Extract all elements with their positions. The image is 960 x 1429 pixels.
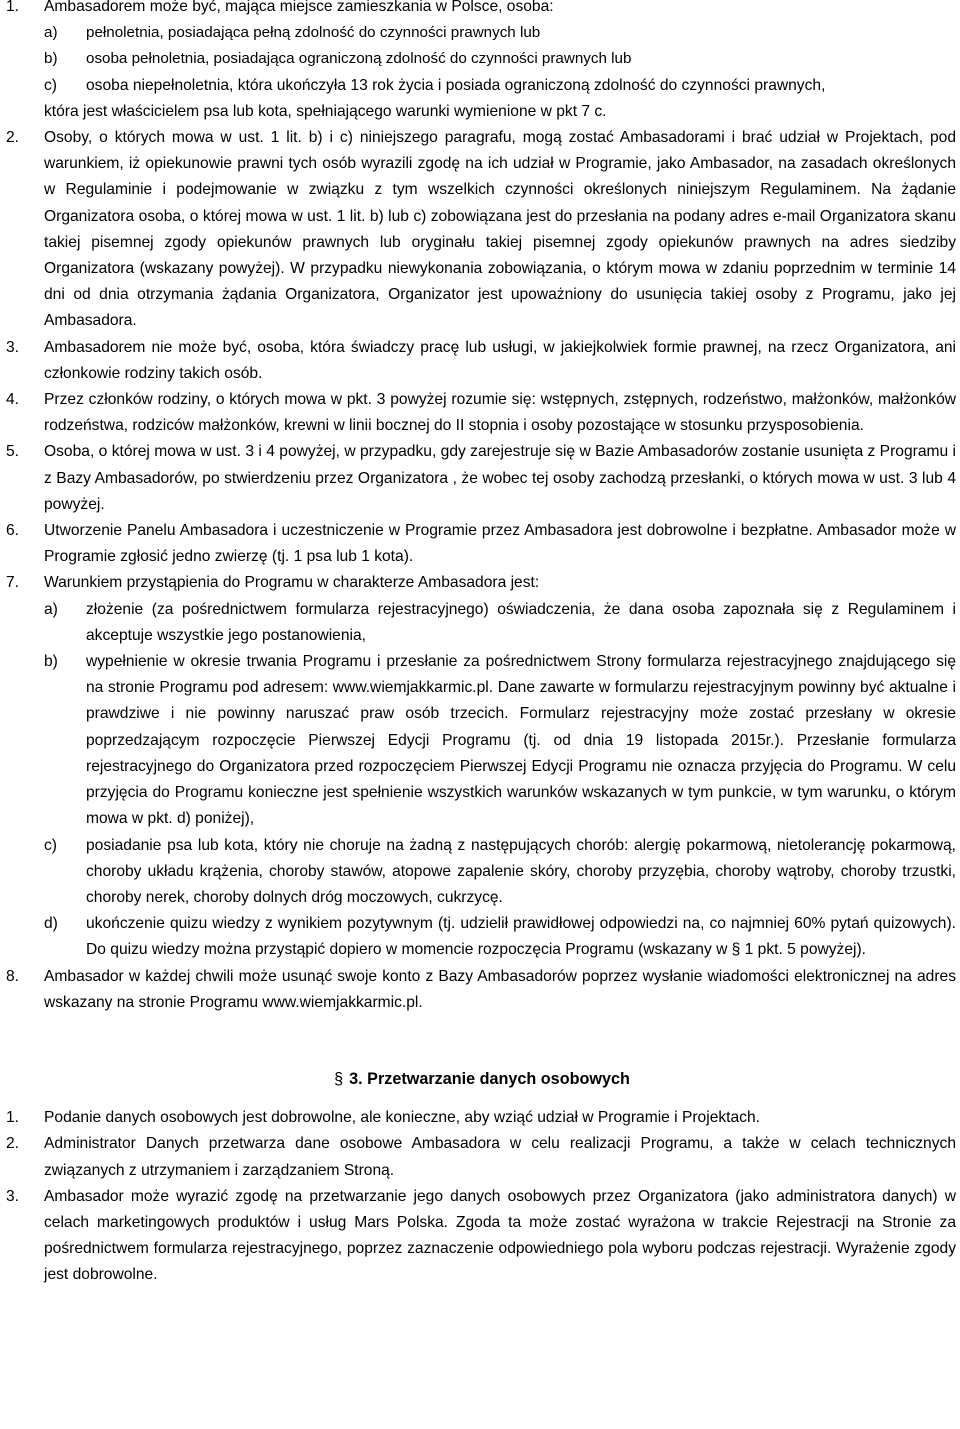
sub-item-c bbox=[44, 833, 956, 912]
sub-item-b bbox=[44, 649, 956, 832]
item-text: Ambasadorem nie może być, osoba, która świadczy pracę lub usługi, w jakiejkolwiek formie prawnej, na rzecz Organizatora, ani członkowie rodziny takich osób. bbox=[44, 338, 956, 382]
sub-item-letter: c) bbox=[44, 76, 57, 94]
list-item-8 bbox=[0, 964, 960, 1016]
sub-item-letter: c) bbox=[44, 836, 57, 854]
list-item-1 bbox=[0, 0, 960, 125]
item-text: Administrator Danych przetwarza dane osobowe Ambasadora w celu realizacji Programu, a także w celach technicznych związanych z utrzymaniem i zarządzaniem Stroną. bbox=[44, 1135, 956, 1179]
sub-item-c bbox=[44, 73, 956, 99]
list-item-3 bbox=[0, 335, 960, 387]
list-item-4 bbox=[0, 387, 960, 439]
section3-item-1 bbox=[0, 1105, 960, 1131]
item-number: 8. bbox=[6, 967, 20, 985]
sub-item-letter: b) bbox=[44, 50, 58, 68]
item-text: Ambasador może wyrazić zgodę na przetwarzanie jego danych osobowych przez Organizatora (jako administratora danych) w celach marketingowych produktów i usług Mars Polska. Zgoda ta może zostać wyrażona w trakcie Rejestracji na Stronie za pośrednictwem formularza rejestracyjnego, poprzez zaznaczenie odpowiedniego pola wyboru podczas rejestracji. Wyrażenie zgody jest dobrowolne. bbox=[44, 1187, 956, 1284]
item-number: 2. bbox=[6, 129, 20, 147]
item-number: 3. bbox=[6, 338, 20, 356]
item-text: Osoba, o której mowa w ust. 3 i 4 powyżej, w przypadku, gdy zarejestruje się w Bazie Ambasadorów zostanie usunięta z Programu i z Bazy Ambasadorów, po stwierdzeniu przez Organizatora , że wobec tej osoby zachodzą przesłanki, o których mowa w ust. 3 lub 4 powyżej. bbox=[44, 443, 956, 513]
item-text: Warunkiem przystąpienia do Programu w charakterze Ambasadora jest: bbox=[44, 574, 540, 592]
sub-item-letter: b) bbox=[44, 653, 58, 671]
item-number: 1. bbox=[6, 0, 20, 15]
sub-item-letter: a) bbox=[44, 600, 58, 618]
item-number: 1. bbox=[6, 1109, 20, 1127]
section-title: 3. Przetwarzanie danych osobowych bbox=[349, 1069, 630, 1088]
sub-item-text: wypełnienie w okresie trwania Programu i przesłanie za pośrednictwem Strony formularza rejestracyjnego znajdującego się na stronie Programu pod adresem: www.wiemjakkarmic.pl. Dane zawarte w formularzu rejestracyjnym powinny być aktualne i prawdziwe i nie powinny naruszać praw osób trzecich. Formularz rejestracyjny może zostać przesłany w okresie poprzedzającym rozpoczęcie Pierwszej Edycji Programu (tj. od dnia 19 listopada 2015r.). Przesłanie formularza rejestracyjnego do Organizatora przed rozpoczęciem Pierwszej Edycji Programu nie oznacza przyjęcia do Programu. W celu przyjęcia do Programu konieczne jest spełnienie wszystkich warunków wskazanych w tym punkcie, w tym warunku, o którym mowa w pkt. d) poniżej), bbox=[86, 653, 956, 828]
list-item-6 bbox=[0, 518, 960, 570]
sub-item-d bbox=[44, 911, 956, 963]
item-number: 4. bbox=[6, 391, 20, 409]
item-number: 7. bbox=[6, 574, 20, 592]
section-heading bbox=[0, 1066, 960, 1092]
list-item-5 bbox=[0, 439, 960, 518]
item-text: Ambasador w każdej chwili może usunąć swoje konto z Bazy Ambasadorów poprzez wysłanie wiadomości elektronicznej na adres wskazany na stronie Programu www.wiemjakkarmic.pl. bbox=[44, 967, 956, 1011]
item-text: Przez członków rodziny, o których mowa w pkt. 3 powyżej rozumie się: wstępnych, zstępnych, rodzeństwo, małżonków, małżonków rodzeństwa, rodziców małżonków, krewni w linii bocznej do II stopnia i osoby pozostające w stosunku przysposobienia. bbox=[44, 391, 956, 435]
section3-item-3 bbox=[0, 1184, 960, 1289]
item-number: 2. bbox=[6, 1135, 20, 1153]
item-text: Podanie danych osobowych jest dobrowolne, ale konieczne, aby wziąć udział w Programie i Projektach. bbox=[44, 1109, 760, 1127]
item-number: 6. bbox=[6, 522, 20, 540]
sub-item-text: osoba pełnoletnia, posiadająca ograniczoną zdolność do czynności prawnych lub bbox=[86, 50, 632, 68]
sub-item-a bbox=[44, 20, 956, 46]
sub-item-text: złożenie (za pośrednictwem formularza rejestracyjnego) oświadczenia, że dana osoba zapoznała się z Regulaminem i akceptuje wszystkie jego postanowienia, bbox=[86, 600, 956, 644]
paragraph-sign: § bbox=[334, 1069, 344, 1088]
sub-item-text: osoba niepełnoletnia, która ukończyła 13 rok życia i posiada ograniczoną zdolność do czynności prawnych, bbox=[86, 76, 826, 94]
item-text: Utworzenie Panelu Ambasadora i uczestniczenie w Programie przez Ambasadora jest dobrowolne i bezpłatne. Ambasador może w Programie zgłosić jedno zwierzę (tj. 1 psa lub 1 kota). bbox=[44, 522, 956, 566]
list-item-7 bbox=[0, 570, 960, 963]
item-tail-text: która jest właścicielem psa lub kota, spełniającego warunki wymienione w pkt 7 c. bbox=[44, 102, 607, 120]
item-text: Ambasadorem może być, mająca miejsce zamieszkania w Polsce, osoba: bbox=[44, 0, 554, 15]
sub-item-text: ukończenie quizu wiedzy z wynikiem pozytywnym (tj. udzielił prawidłowej odpowiedzi na, co najmniej 60% pytań quizowych). Do quizu wiedzy można przystąpić dopiero w momencie rozpoczęcia Programu (wskazany w § 1 pkt. 5 powyżej). bbox=[86, 915, 956, 959]
item-text: Osoby, o których mowa w ust. 1 lit. b) i c) niniejszego paragrafu, mogą zostać Ambasadorami i brać udział w Projektach, pod warunkiem, iż opiekunowie prawni tych osób wyrazili zgodę na ich udział w Programie, jako Ambasador, na zasadach określonych w Regulaminie i podejmowanie w związku z tym wszelkich czynności określonych niniejszym Regulaminem. Na żądanie Organizatora osoba, o której mowa w ust. 1 lit. b) lub c) zobowiązana jest do przesłania na podany adres e-mail Organizatora skanu takiej pisemnej zgody opiekunów prawnych lub oryginału takiej pisemnej zgody opiekunów prawnych na adres siedziby Organizatora (wskazany powyżej). W przypadku niewykonania zobowiązania, o którym mowa w zdaniu poprzednim w terminie 14 dni od dnia otrzymania żądania Organizatora, Organizator jest upoważniony do usunięcia takiej osoby z Programu, jako jej Ambasadora. bbox=[44, 129, 956, 330]
list-item-2 bbox=[0, 125, 960, 335]
item-number: 5. bbox=[6, 443, 20, 461]
sub-item-text: posiadanie psa lub kota, który nie choruje na żadną z następujących chorób: alergię pokarmową, nietolerancję pokarmową, choroby układu krążenia, choroby stawów, atopowe zapalenie skóry, choroby przyzębia, choroby wątroby, choroby trzustki, choroby nerek, choroby dolnych dróg moczowych, cukrzycę. bbox=[86, 836, 956, 906]
sub-item-letter: a) bbox=[44, 24, 58, 42]
section3-item-2 bbox=[0, 1131, 960, 1183]
sub-item-b bbox=[44, 46, 956, 72]
item-number: 3. bbox=[6, 1187, 20, 1205]
sub-item-text: pełnoletnia, posiadająca pełną zdolność do czynności prawnych lub bbox=[86, 24, 541, 42]
sub-item-a bbox=[44, 597, 956, 649]
sub-item-letter: d) bbox=[44, 915, 58, 933]
